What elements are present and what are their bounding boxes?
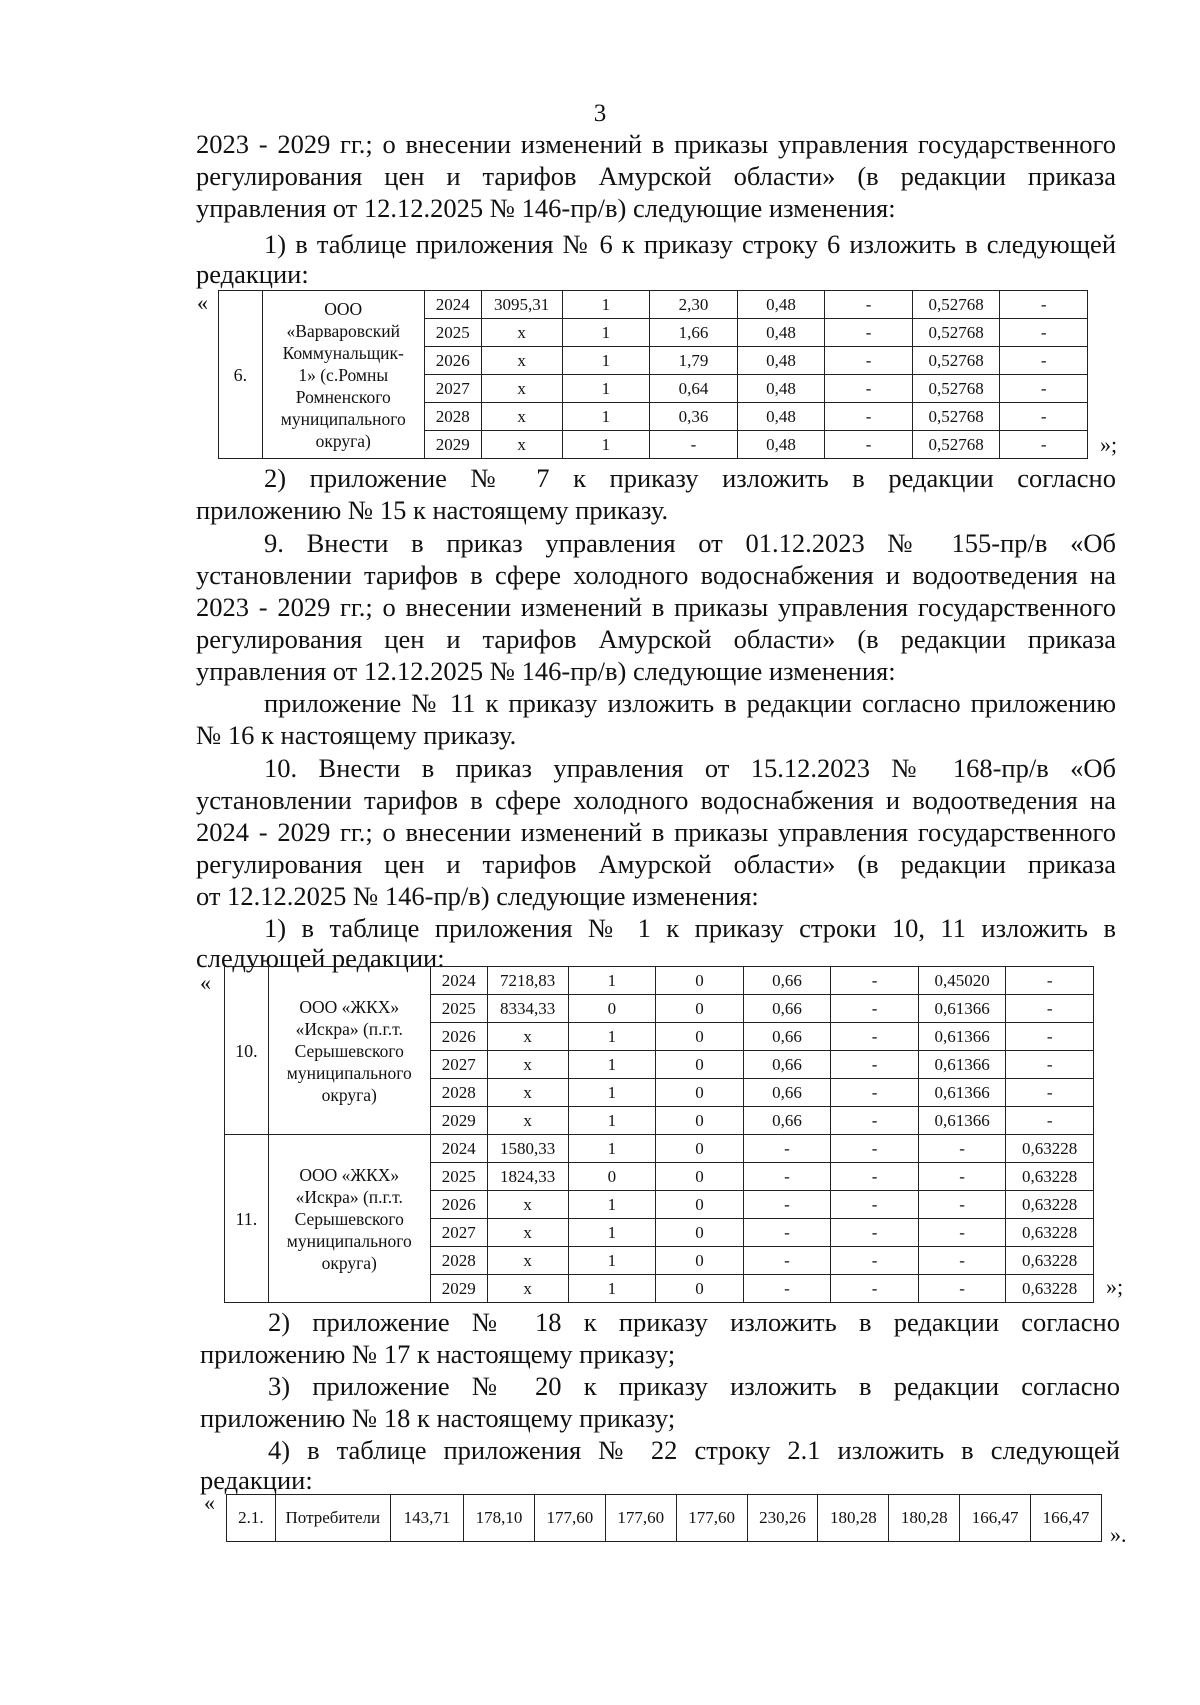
table22-close-quote: ».: [1110, 1522, 1127, 1547]
value-cell: 0,48: [737, 291, 825, 319]
value-cell: x: [481, 403, 562, 431]
year-cell: 2025: [430, 1163, 487, 1191]
value-cell: -: [825, 347, 913, 375]
value-cell: -: [825, 375, 913, 403]
p9-change-line-1: приложение № 11 к приказу изложить в редакции согласно приложению: [264, 688, 1116, 718]
value-cell: 0: [656, 1051, 744, 1079]
year-cell: 2025: [430, 995, 487, 1023]
organization-name-line: ООО: [324, 298, 363, 319]
p10-item3-line-2: приложению № 18 к настоящему приказу;: [200, 1403, 676, 1433]
p9-line-5: управления от 12.12.2025 № 146-пр/в) следующие изменения:: [196, 656, 896, 686]
value-cell: 8334,33: [487, 995, 568, 1023]
value-cell: 1: [562, 375, 650, 403]
value-cell: 1824,33: [487, 1163, 568, 1191]
organization-name-line: Серышевского: [294, 1208, 404, 1229]
year-cell: 2024: [430, 1135, 487, 1163]
row-number-cell: 6.: [219, 291, 263, 459]
value-cell: 0: [656, 1247, 744, 1275]
value-cell: 0,52768: [912, 291, 1000, 319]
value-cell: 1: [568, 1051, 656, 1079]
p9-line-1: 9. Внести в приказ управления от 01.12.2023 № 155-пр/в «Об: [264, 528, 1116, 558]
table22-open-quote: «: [204, 1490, 215, 1515]
value-cell: -: [918, 1219, 1006, 1247]
value-cell: -: [831, 967, 919, 995]
value-cell: 0,52768: [912, 375, 1000, 403]
value-cell: 0,63228: [1006, 1219, 1094, 1247]
value-cell: 1: [562, 319, 650, 347]
value-cell: 0,66: [743, 1079, 831, 1107]
value-cell: -: [743, 1219, 831, 1247]
value-cell: -: [831, 1163, 919, 1191]
value-cell: 0,52768: [912, 403, 1000, 431]
table6-close-quote: »;: [1100, 432, 1118, 457]
p10-line-4: регулирования цен и тарифов Амурской области» (в редакции приказа: [196, 849, 1116, 879]
value-cell: 1: [568, 1247, 656, 1275]
value-cell: x: [481, 431, 562, 459]
p10-item3-line-1: 3) приложение № 20 к приказу изложить в редакции согласно: [268, 1371, 1120, 1401]
value-cell: -: [743, 1247, 831, 1275]
item1-line-2: редакции:: [196, 259, 309, 289]
value-cell: -: [1006, 1079, 1094, 1107]
year-cell: 2027: [430, 1219, 487, 1247]
value-cell: 0,66: [743, 1107, 831, 1135]
table-row: [225, 1135, 1094, 1163]
value-cell: 1,66: [650, 319, 738, 347]
value-cell: 1580,33: [487, 1135, 568, 1163]
value-cell: 0,63228: [1006, 1135, 1094, 1163]
value-cell: 1: [562, 431, 650, 459]
item2-line-1: 2) приложение № 7 к приказу изложить в редакции согласно: [264, 463, 1116, 493]
value-cell: 0,63228: [1006, 1275, 1094, 1303]
p10-line-3: 2024 - 2029 гг.; о внесении изменений в приказы управления государственного: [196, 817, 1116, 847]
value-cell: 0: [568, 1163, 656, 1191]
page-number: 3: [593, 100, 607, 127]
year-cell: 2026: [424, 347, 481, 375]
organization-name-line: ООО «ЖКХ»: [299, 1164, 400, 1185]
value-cell: -: [831, 1023, 919, 1051]
value-cell: 0: [568, 995, 656, 1023]
value-cell: -: [825, 319, 913, 347]
p9-line-3: 2023 - 2029 гг.; о внесении изменений в приказы управления государственного: [196, 592, 1116, 622]
value-cell: -: [1006, 967, 1094, 995]
value-cell: x: [487, 1051, 568, 1079]
row-number-cell: 11.: [225, 1135, 269, 1303]
value-cell: -: [650, 431, 738, 459]
p9-change-line-2: № 16 к настоящему приказу.: [196, 720, 517, 750]
organization-name-line: Серышевского: [294, 1040, 404, 1061]
value-cell: -: [831, 1275, 919, 1303]
year-cell: 2026: [430, 1023, 487, 1051]
p10-item4-line-2: редакции:: [200, 1465, 313, 1495]
year-cell: 2027: [430, 1051, 487, 1079]
organization-name-line: «Искра» (п.г.т.: [295, 1018, 403, 1039]
value-cell: 0,52768: [912, 319, 1000, 347]
value-cell: 177,60: [605, 1495, 676, 1542]
value-cell: 1: [568, 1275, 656, 1303]
value-cell: x: [487, 1023, 568, 1051]
organization-name-line: «Искра» (п.г.т.: [295, 1186, 403, 1207]
value-cell: 0,48: [737, 319, 825, 347]
value-cell: 0: [656, 1275, 744, 1303]
p10-item1-line-2: следующей редакции:: [196, 943, 445, 973]
organization-name-line: «Варваровский: [286, 320, 400, 341]
value-cell: 0,66: [743, 995, 831, 1023]
value-cell: x: [481, 375, 562, 403]
value-cell: 0: [656, 1023, 744, 1051]
value-cell: -: [825, 431, 913, 459]
value-cell: 0,66: [743, 1051, 831, 1079]
value-cell: -: [918, 1135, 1006, 1163]
value-cell: x: [487, 1107, 568, 1135]
value-cell: 0,45020: [918, 967, 1006, 995]
year-cell: 2026: [430, 1191, 487, 1219]
table-row: [219, 291, 1088, 319]
value-cell: 1: [562, 347, 650, 375]
value-cell: 0,52768: [912, 347, 1000, 375]
organization-name-line: Коммунальщик-: [282, 342, 404, 363]
intro-line-1: 2023 - 2029 гг.; о внесении изменений в приказы управления государственного: [196, 129, 1116, 159]
table10-close-quote: »;: [1106, 1274, 1124, 1299]
table10-open-quote: «: [200, 970, 211, 995]
table-row: [227, 1495, 1102, 1542]
value-cell: -: [1000, 431, 1088, 459]
value-cell: x: [481, 319, 562, 347]
value-cell: 3095,31: [481, 291, 562, 319]
value-cell: 0,64: [650, 375, 738, 403]
year-cell: 2027: [424, 375, 481, 403]
value-cell: 0: [656, 1079, 744, 1107]
item2-line-2: приложению № 15 к настоящему приказу.: [196, 495, 669, 525]
year-cell: 2028: [424, 403, 481, 431]
value-cell: 0: [656, 967, 744, 995]
value-cell: -: [1006, 1051, 1094, 1079]
value-cell: 7218,83: [487, 967, 568, 995]
value-cell: 166,47: [960, 1495, 1031, 1542]
year-cell: 2028: [430, 1247, 487, 1275]
value-cell: 0,61366: [918, 1107, 1006, 1135]
p9-line-2: установлении тарифов в сфере холодного водоснабжения и водоотведения на: [196, 560, 1116, 590]
value-cell: 0,61366: [918, 1051, 1006, 1079]
value-cell: 1: [568, 1219, 656, 1247]
organization-name-line: муниципального: [280, 408, 406, 429]
value-cell: -: [1006, 1023, 1094, 1051]
value-cell: 0,63228: [1006, 1247, 1094, 1275]
organization-cell: [262, 291, 424, 459]
value-cell: x: [487, 1079, 568, 1107]
value-cell: 177,60: [534, 1495, 605, 1542]
value-cell: 0,48: [737, 403, 825, 431]
row-number-cell: 10.: [225, 967, 269, 1135]
row-number-cell: 2.1.: [227, 1495, 276, 1542]
table6-open-quote: «: [197, 290, 208, 315]
category-cell: Потребители: [275, 1495, 390, 1542]
value-cell: -: [1000, 347, 1088, 375]
value-cell: 0,63228: [1006, 1163, 1094, 1191]
p10-item2-line-1: 2) приложение № 18 к приказу изложить в редакции согласно: [268, 1307, 1120, 1337]
value-cell: -: [743, 1275, 831, 1303]
value-cell: -: [1000, 403, 1088, 431]
table22: [226, 1494, 1102, 1542]
value-cell: 1: [568, 1107, 656, 1135]
value-cell: 0: [656, 1163, 744, 1191]
organization-name-line: округа): [321, 1084, 377, 1105]
value-cell: x: [487, 1219, 568, 1247]
year-cell: 2025: [424, 319, 481, 347]
year-cell: 2028: [430, 1079, 487, 1107]
value-cell: -: [1000, 375, 1088, 403]
value-cell: -: [743, 1191, 831, 1219]
value-cell: 1,79: [650, 347, 738, 375]
value-cell: 0,36: [650, 403, 738, 431]
organization-name-line: Ромненского: [295, 386, 391, 407]
value-cell: -: [1000, 291, 1088, 319]
value-cell: -: [918, 1191, 1006, 1219]
organization-cell: [268, 1135, 430, 1303]
value-cell: 1: [568, 1191, 656, 1219]
value-cell: 2,30: [650, 291, 738, 319]
value-cell: -: [831, 1135, 919, 1163]
value-cell: 0,48: [737, 347, 825, 375]
value-cell: x: [487, 1275, 568, 1303]
value-cell: -: [918, 1247, 1006, 1275]
organization-name-line: ООО «ЖКХ»: [299, 996, 400, 1017]
value-cell: 1: [568, 1079, 656, 1107]
value-cell: -: [831, 1051, 919, 1079]
value-cell: -: [825, 291, 913, 319]
value-cell: 0,61366: [918, 1079, 1006, 1107]
p10-item2-line-2: приложению № 17 к настоящему приказу;: [200, 1339, 676, 1369]
year-cell: 2024: [430, 967, 487, 995]
value-cell: x: [487, 1247, 568, 1275]
year-cell: 2024: [424, 291, 481, 319]
value-cell: 0,48: [737, 375, 825, 403]
p10-line-5: от 12.12.2025 № 146-пр/в) следующие изменения:: [196, 881, 759, 911]
organization-name-line: муниципального: [286, 1062, 412, 1083]
value-cell: 0,63228: [1006, 1191, 1094, 1219]
value-cell: -: [1000, 319, 1088, 347]
table-row: [225, 967, 1094, 995]
table6: [218, 290, 1088, 459]
value-cell: x: [487, 1191, 568, 1219]
value-cell: -: [831, 1191, 919, 1219]
value-cell: 1: [568, 1023, 656, 1051]
value-cell: 1: [562, 403, 650, 431]
p10-item4-line-1: 4) в таблице приложения № 22 строку 2.1 изложить в следующей: [268, 1435, 1120, 1465]
table10-11: [224, 966, 1094, 1303]
year-cell: 2029: [430, 1275, 487, 1303]
value-cell: -: [831, 1079, 919, 1107]
value-cell: 0: [656, 1135, 744, 1163]
p9-line-4: регулирования цен и тарифов Амурской области» (в редакции приказа: [196, 624, 1116, 654]
organization-name-line: округа): [321, 1252, 377, 1273]
item1-line-1: 1) в таблице приложения № 6 к приказу строку 6 изложить в следующей: [264, 229, 1116, 259]
value-cell: -: [831, 1247, 919, 1275]
value-cell: 0,52768: [912, 431, 1000, 459]
year-cell: 2029: [424, 431, 481, 459]
value-cell: 0,48: [737, 431, 825, 459]
value-cell: 143,71: [390, 1495, 463, 1542]
organization-name-line: муниципального: [286, 1230, 412, 1251]
value-cell: 1: [568, 1135, 656, 1163]
value-cell: 0,61366: [918, 995, 1006, 1023]
value-cell: -: [825, 403, 913, 431]
value-cell: 180,28: [818, 1495, 889, 1542]
organization-cell: [268, 967, 430, 1135]
intro-line-2: регулирования цен и тарифов Амурской области» (в редакции приказа: [196, 161, 1116, 191]
value-cell: 1: [568, 967, 656, 995]
value-cell: 166,47: [1031, 1495, 1102, 1542]
value-cell: 177,60: [676, 1495, 747, 1542]
value-cell: 230,26: [747, 1495, 818, 1542]
organization-name-line: округа): [315, 430, 371, 451]
value-cell: -: [831, 995, 919, 1023]
p10-line-1: 10. Внести в приказ управления от 15.12.2023 № 168-пр/в «Об: [264, 753, 1116, 783]
value-cell: -: [918, 1163, 1006, 1191]
value-cell: -: [918, 1275, 1006, 1303]
value-cell: -: [831, 1107, 919, 1135]
p10-item1-line-1: 1) в таблице приложения № 1 к приказу строки 10, 11 изложить в: [264, 913, 1116, 943]
value-cell: 0,66: [743, 967, 831, 995]
value-cell: -: [1006, 1107, 1094, 1135]
value-cell: -: [743, 1135, 831, 1163]
value-cell: 0: [656, 1107, 744, 1135]
intro-line-3: управления от 12.12.2025 № 146-пр/в) следующие изменения:: [196, 193, 896, 223]
value-cell: 178,10: [464, 1495, 535, 1542]
value-cell: 0: [656, 1219, 744, 1247]
p10-line-2: установлении тарифов в сфере холодного водоснабжения и водоотведения на: [196, 785, 1116, 815]
value-cell: 0,66: [743, 1023, 831, 1051]
value-cell: 180,28: [889, 1495, 960, 1542]
organization-name-line: 1» (с.Ромны: [298, 364, 389, 385]
value-cell: x: [481, 347, 562, 375]
year-cell: 2029: [430, 1107, 487, 1135]
value-cell: -: [1006, 995, 1094, 1023]
value-cell: 0,61366: [918, 1023, 1006, 1051]
value-cell: 0: [656, 995, 744, 1023]
value-cell: 0: [656, 1191, 744, 1219]
value-cell: 1: [562, 291, 650, 319]
value-cell: -: [743, 1163, 831, 1191]
value-cell: -: [831, 1219, 919, 1247]
